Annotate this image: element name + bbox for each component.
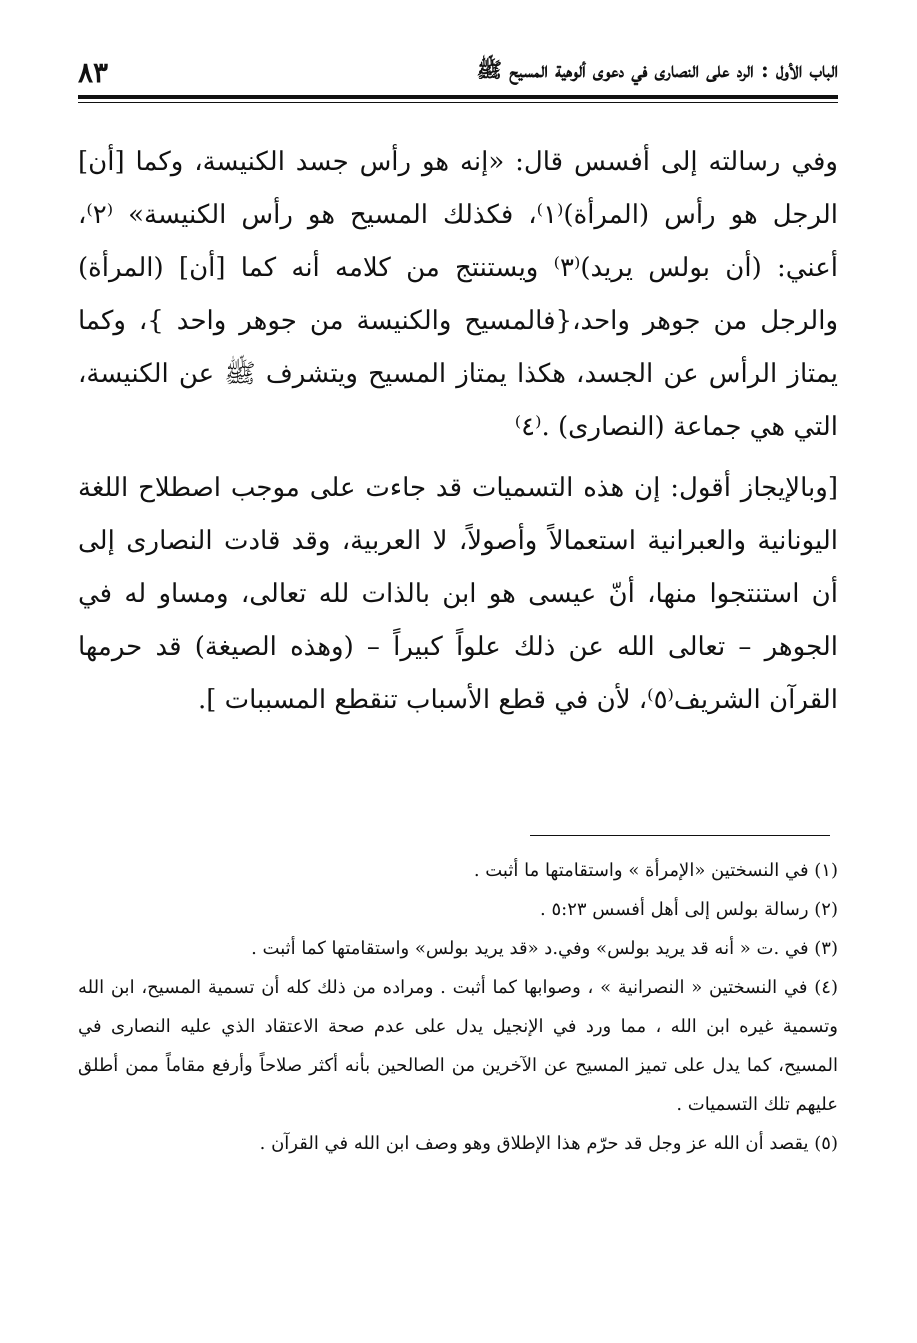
footnote: (١) في النسختين «الإمرأة » واستقامتها ما أثبت . <box>473 860 838 881</box>
page-header <box>78 52 838 92</box>
page-number: ٨٣ <box>78 55 109 89</box>
running-title: الباب الأول : الرد على النصارى في دعوى ألوهية المسيح ﷺ <box>476 56 838 82</box>
footnote-separator <box>530 835 830 836</box>
footnote: (٤) في النسختين « النصرانية » ، وصوابها كما أثبت . ومراده من ذلك كله أن تسمية المسيح، ابن الله وتسمية غيره ابن الله ، مما ورد في الإنجيل يدل على عدم صحة الاعتقاد الذي عليه النصارى في المسيح، كما يدل على تميز المسيح عن الآخرين من الصالحين بأنه أكثر صلاحاً وأرفع مقاماً ممن أطلق عليهم تلك التسميات . <box>78 977 838 1115</box>
footnote: (٢) رسالة بولس إلى أهل أفسس ٥:٢٣ . <box>540 899 838 920</box>
paragraph: [وبالإيجاز أقول: إن هذه التسميات قد جاءت على موجب اصطلاح اللغة اليونانية والعبرانية استعمالاً وأصولاً، لا العربية، وقد قادت النصارى إلى أن استنتجوا منها، أنّ عيسى هو ابن بالذات لله تعالى، ومساو له في الجوهر – تعالى الله عن ذلك علواً كبيراً – (وهذه الصيغة) قد حرمها القرآن الشريف⁽٥⁾، لأن في قطع الأسباب تنقطع المسببات ]. <box>78 473 838 715</box>
paragraph: وفي رسالته إلى أفسس قال: «إنه هو رأس جسد الكنيسة، وكما [أن] الرجل هو رأس (المرأة)⁽١⁾، فكذلك المسيح هو رأس الكنيسة» ⁽٢⁾، أعني: (أن بولس يريد)⁽٣⁾ ويستنتج من كلامه أنه كما [أن] (المرأة) والرجل من جوهر واحد،{فالمسيح والكنيسة من جوهر واحد }، وكما يمتاز الرأس عن الجسد، هكذا يمتاز المسيح ويتشرف ﷺ عن الكنيسة، التي هي جماعة (النصارى) .⁽٤⁾ <box>78 147 838 442</box>
header-rule-thin <box>78 102 838 103</box>
main-text <box>78 136 838 727</box>
footnotes <box>78 851 838 1163</box>
header-rule-thick <box>78 95 838 99</box>
footnote: (٣) في .ت « أنه قد يريد بولس» وفي.د «قد يريد بولس» واستقامتها كما أثبت . <box>251 938 838 959</box>
footnote: (٥) يقصد أن الله عز وجل قد حرّم هذا الإطلاق وهو وصف ابن الله في القرآن . <box>259 1133 838 1154</box>
